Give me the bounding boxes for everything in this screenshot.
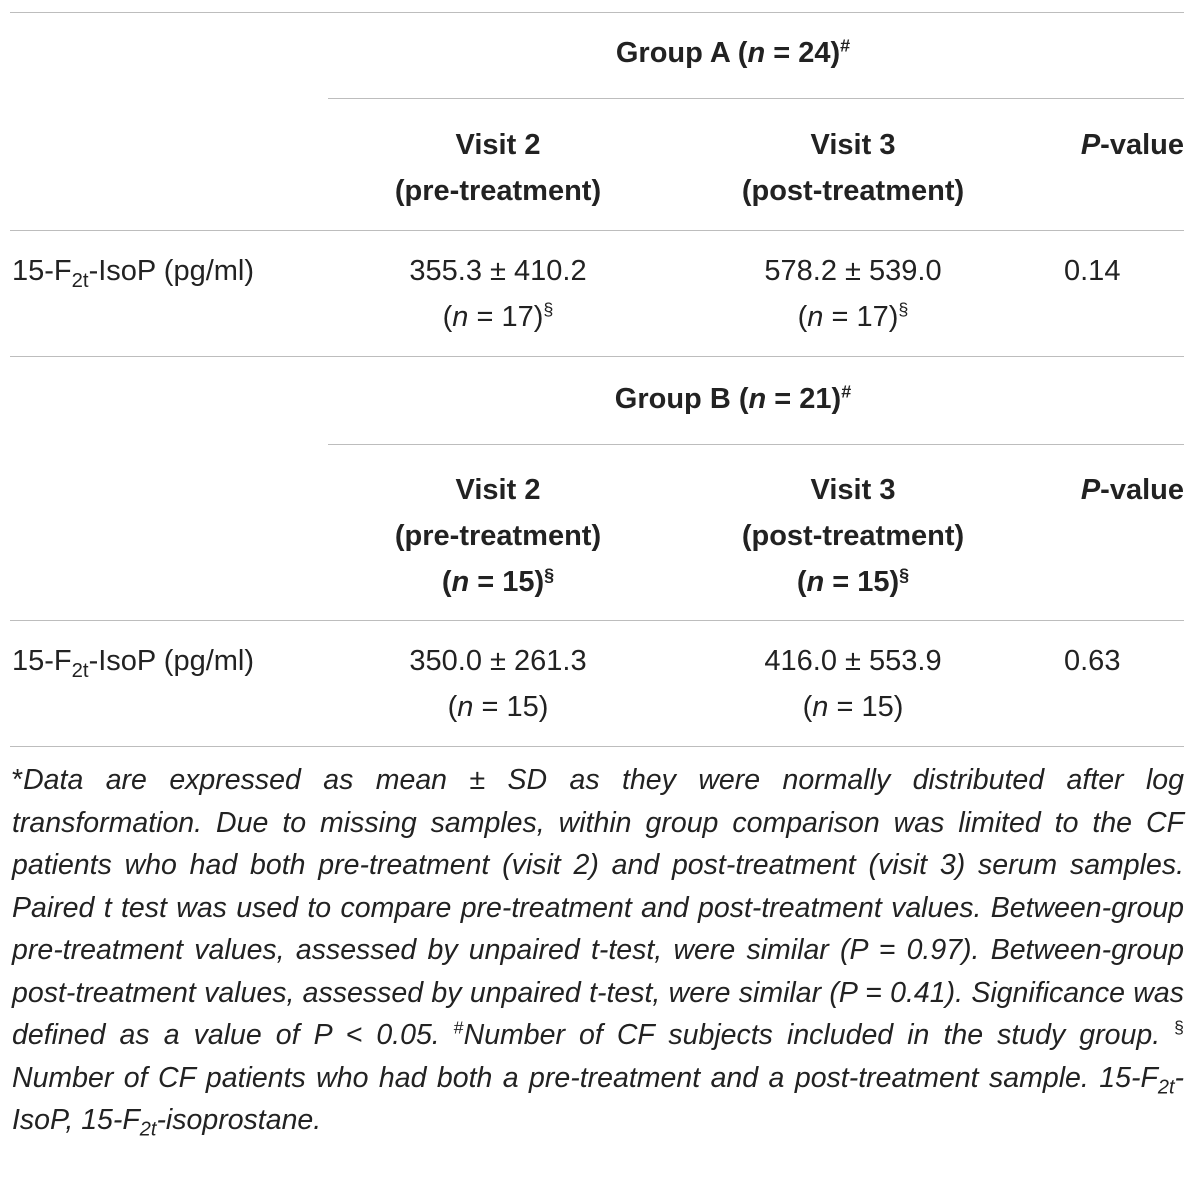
group-b-row-label <box>12 638 254 684</box>
group-b-col-visit3-mark: § <box>899 564 910 585</box>
group-b-col-visit3-sub: (post-treatment) <box>741 520 965 552</box>
group-b-label: Group B <box>614 383 731 415</box>
group-b-visit2-value: 350.0 ± 261.3 <box>409 645 587 677</box>
group-b-visit3-value: 416.0 ± 553.9 <box>764 645 942 677</box>
group-a-header-rule <box>328 98 1184 99</box>
group-a-visit3-value: 578.2 ± 539.0 <box>764 255 942 287</box>
group-a-heading <box>328 30 1138 76</box>
group-a-visit2-cell <box>348 248 648 340</box>
group-a-visit2-n: (n = 17) <box>442 301 544 333</box>
group-a-columns-rule <box>10 230 1184 231</box>
group-b-col-visit2-sub: (pre-treatment) <box>394 520 602 552</box>
group-b-col-visit2-mark: § <box>544 564 555 585</box>
group-a-col-visit2 <box>348 122 648 214</box>
group-a-visit2-value: 355.3 ± 410.2 <box>409 255 587 287</box>
group-b-n: (n = 21) <box>738 383 842 415</box>
group-a-col-visit2-sub: (pre-treatment) <box>394 175 602 207</box>
group-b-col-visit2 <box>348 467 648 605</box>
group-b-visit3-cell <box>703 638 1003 730</box>
group-b-heading <box>328 376 1138 422</box>
group-a-col-visit3-title: Visit 3 <box>810 129 896 161</box>
group-a-label: Group A <box>615 37 730 69</box>
group-a-row-rule <box>10 356 1184 357</box>
group-b-columns-rule <box>10 620 1184 621</box>
group-b-header-rule <box>328 444 1184 445</box>
group-b-col-visit2-n: (n = 15) <box>441 566 545 598</box>
group-a-p-value: 0.14 <box>1064 255 1121 287</box>
group-b-row-label-text: $15-F_{2t}$-IsoP (pg/ml) <box>12 645 255 682</box>
group-a-col-visit3-sub: (post-treatment) <box>741 175 965 207</box>
group-a-visit3-n: (n = 17) <box>797 301 899 333</box>
group-a-visit3-mark: § <box>898 299 909 320</box>
group-a-visit2-mark: § <box>543 299 554 320</box>
table-footnote: *Data are expressed as mean ± SD as they were normally distributed after log transformation. Due to missing samples, within group comparison was limited to the CF patients who had both pre-treatment (visit 2) and post-treatment (visit 3) serum samples. Paired t test was used to compare pre-treatment and post-treatment values. Between-group pre-treatment values, assessed by unpaired t-test, were similar (P = 0.97). Between-group post-treatment values, assessed by unpaired t-test, were similar (P = 0.41). Significance was defined as a value of P < 0.05. #Number of CF subjects included in the study group. § Number of CF patients who had both a pre-treatment and a post-treatment sample. $15-F_{2t}$-IsoP, $15-F_{2t}$-isoprostane. <box>12 764 1184 1141</box>
group-a-col-visit3 <box>703 122 1003 214</box>
group-a-row-label <box>12 248 254 294</box>
group-b-col-p <box>1000 467 1184 513</box>
group-b-col-visit3 <box>703 467 1003 605</box>
group-b-col-visit2-title: Visit 2 <box>455 474 541 506</box>
group-b-col-visit3-title: Visit 3 <box>810 474 896 506</box>
table-bottom-rule <box>10 746 1184 747</box>
group-b-visit2-cell <box>348 638 648 730</box>
group-a-col-p-italic: P <box>1080 129 1101 161</box>
table-top-rule <box>10 12 1184 13</box>
group-a-n-mark: # <box>840 35 851 56</box>
group-b-col-visit3-n: (n = 15) <box>796 566 900 598</box>
group-a-col-visit2-title: Visit 2 <box>455 129 541 161</box>
group-b-p-value: 0.63 <box>1064 645 1121 677</box>
group-b-col-p-rest: -value <box>1100 474 1184 506</box>
group-a-row-label-text: $15-F_{2t}$-IsoP (pg/ml) <box>12 255 255 292</box>
group-b-visit2-n: (n = 15) <box>447 691 549 723</box>
group-a-col-p-rest: -value <box>1100 129 1184 161</box>
group-b-visit3-n: (n = 15) <box>802 691 904 723</box>
group-a-col-p <box>1000 122 1184 168</box>
group-a-n: (n = 24) <box>737 37 841 69</box>
group-b-n-mark: # <box>841 381 852 402</box>
group-a-visit3-cell <box>703 248 1003 340</box>
group-b-col-p-italic: P <box>1080 474 1101 506</box>
